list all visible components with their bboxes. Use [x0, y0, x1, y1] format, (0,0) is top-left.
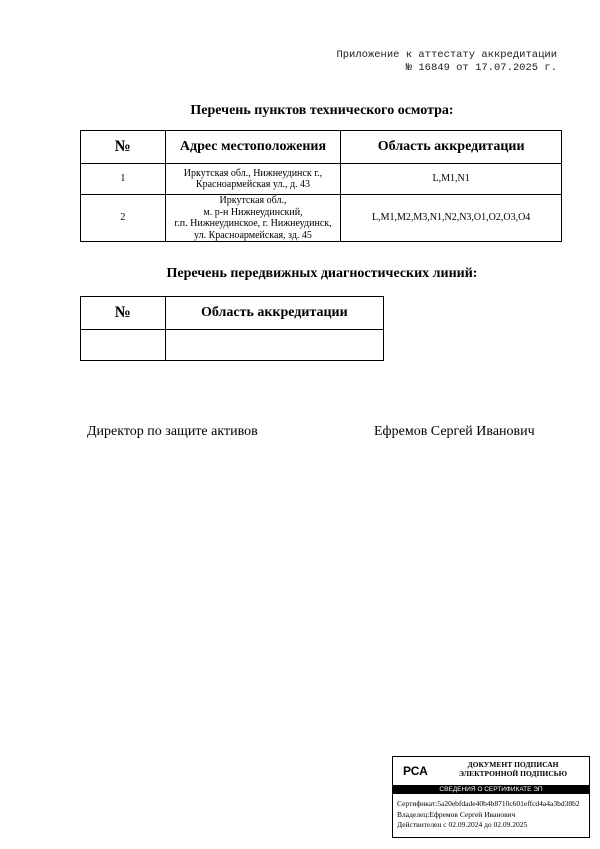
stamp-certificate-details [397, 799, 580, 831]
mobile-lines-table [80, 296, 384, 361]
row-number: 1 [81, 164, 166, 195]
rsa-logo: РСА [403, 764, 428, 778]
address-line: Иркутская обл., [219, 195, 287, 206]
table-row [81, 164, 562, 195]
header-number: № [81, 297, 166, 330]
table-row [81, 195, 562, 242]
certificate-id: Сертификат:5a20ebfdade40b4b8710c601effcd4a4a3bd38b2 [397, 799, 580, 808]
row-address [165, 195, 341, 242]
row-scope: L,M1,N1 [341, 164, 562, 195]
header-scope: Область аккредитации [165, 297, 383, 330]
row-address [165, 164, 341, 195]
signatory-name: Ефремов Сергей Иванович [374, 424, 535, 439]
stamp-header [393, 757, 589, 786]
address-line: Красноармейская ул., д. 43 [195, 179, 311, 190]
stamp-certificate-bar: СВЕДЕНИЯ О СЕРТИФИКАТЕ ЭП [393, 785, 589, 794]
address-line: ул. Красноармейская, зд. 45 [194, 229, 312, 241]
stamp-heading-line-1: ДОКУМЕНТ ПОДПИСАН [467, 760, 559, 769]
header-address: Адрес местоположения [165, 131, 341, 164]
row-scope: L,M1,M2,M3,N1,N2,N3,O1,O2,O3,O4 [341, 195, 562, 242]
address-line: Иркутская обл., Нижнеудинск г., [183, 167, 323, 179]
e-signature-stamp [392, 756, 590, 838]
stamp-heading [443, 760, 583, 778]
certificate-validity: Действителен с 02.09.2024 до 02.09.2025 [397, 820, 528, 829]
header-number: № [81, 131, 166, 164]
inspection-points-table [80, 130, 562, 242]
inspection-points-title: Перечень пунктов технического осмотра: [190, 103, 454, 118]
table-row [81, 330, 384, 361]
appendix-line-2: № 16849 от 17.07.2025 г. [405, 62, 557, 74]
row-scope [165, 330, 383, 361]
row-number [81, 330, 166, 361]
address-line: м. р-н Нижнеудинский, [203, 206, 303, 218]
mobile-lines-title: Перечень передвижных диагностических линий: [166, 266, 478, 281]
row-number: 2 [81, 195, 166, 242]
address-line: г.п. Нижнеудинское, г. Нижнеудинск, [174, 218, 332, 229]
table-header-row [81, 131, 562, 164]
signatory-position: Директор по защите активов [87, 424, 258, 439]
header-scope: Область аккредитации [341, 131, 562, 164]
stamp-heading-line-2: ЭЛЕКТРОННОЙ ПОДПИСЬЮ [458, 769, 568, 778]
appendix-note [336, 49, 557, 75]
certificate-owner: Владелец:Ефремов Сергей Иванович [397, 809, 516, 819]
appendix-line-1: Приложение к аттестату аккредитации [336, 49, 557, 61]
table-header-row [81, 297, 384, 330]
